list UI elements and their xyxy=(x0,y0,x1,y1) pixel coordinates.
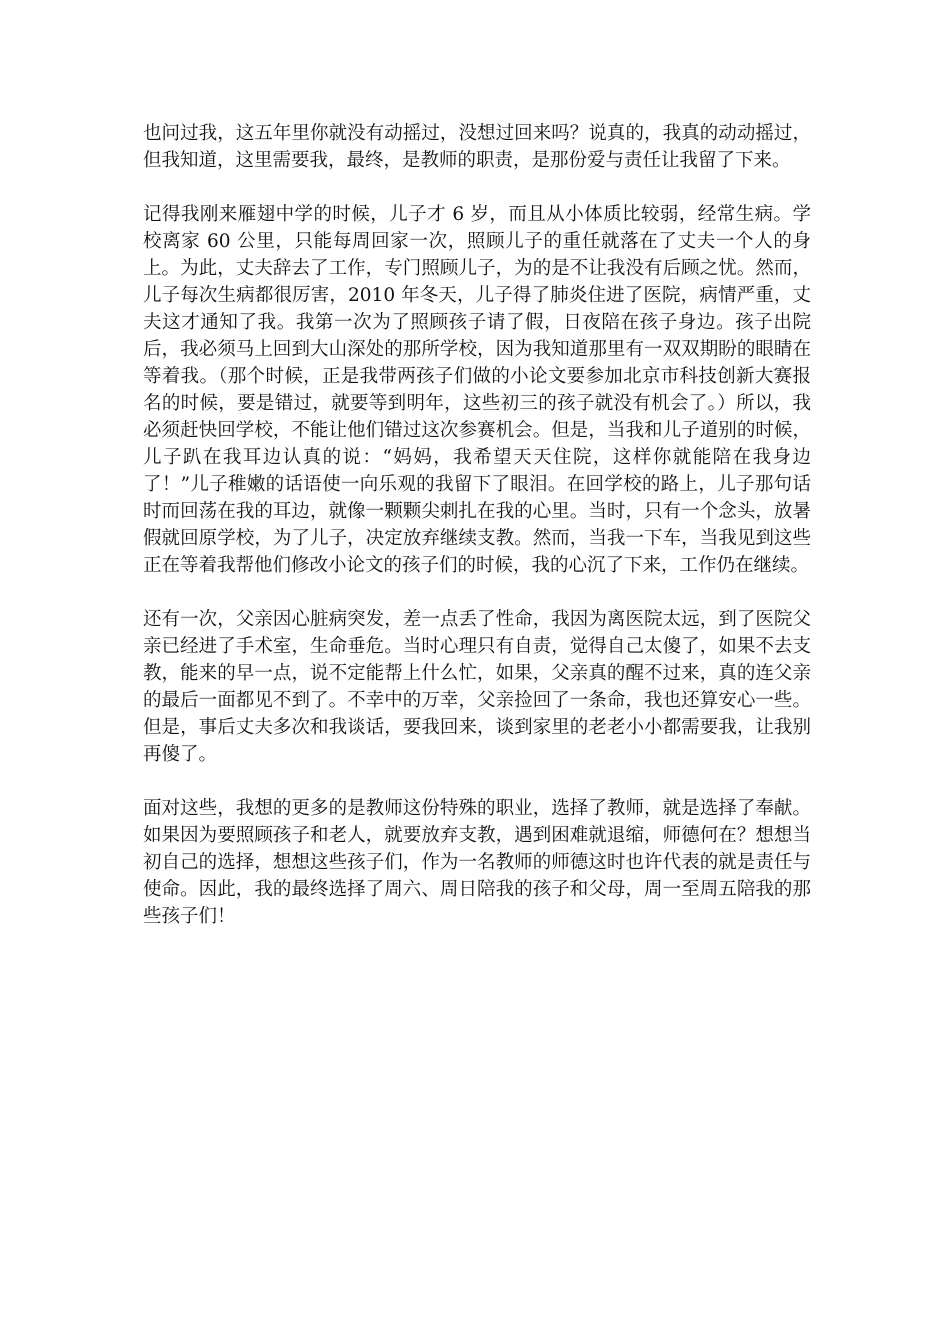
paragraph-3: 还有一次，父亲因心脏病突发，差一点丢了性命，我因为离医院太远，到了医院父亲已经进了手术室，生命垂危。当时心理只有自责，觉得自己太傻了，如果不去支教，能来的早一点，说不定能帮上什么忙，如果，父亲真的醒不过来，真的连父亲的最后一面都见不到了。不幸中的万幸，父亲捡回了一条命，我也还算安心一些。但是，事后丈夫多次和我谈话，要我回来，谈到家里的老老小小都需要我，让我别再傻了。 xyxy=(143,609,811,765)
paragraph-2: 记得我刚来雁翅中学的时候，儿子才 6 岁，而且从小体质比较弱，经常生病。学校离家 60 公里，只能每周回家一次，照顾儿子的重任就落在了丈夫一个人的身上。为此，丈夫辞去了工作，专门照顾儿子，为的是不让我没有后顾之忧。然而，儿子每次生病都很厉害，2010 年冬天，儿子得了肺炎住进了医院，病情严重，丈夫这才通知了我。我第一次为了照顾孩子请了假，日夜陪在孩子身边。孩子出院后，我必须马上回到大山深处的那所学校，因为我知道那里有一双双期盼的眼睛在等着我。（那个时候，正是我带两孩子们做的小论文要参加北京市科技创新大赛报名的时候，要是错过，就要等到明年，这些初三的孩子就没有机会了。）所以，我必须赶快回学校，不能让他们错过这次参赛机会。但是，当我和儿子道别的时候，儿子趴在我耳边认真的说：“妈妈，我希望天天住院，这样你就能陪在我身边了！”儿子稚嫩的话语使一向乐观的我留下了眼泪。在回学校的路上，儿子那句话时而回荡在我的耳边，就像一颗颗尖刺扎在我的心里。当时，只有一个念头，放暑假就回原学校，为了儿子，决定放弃继续支教。然而，当我一下车，当我见到这些正在等着我帮他们修改小论文的孩子们的时候，我的心沉了下来，工作仍在继续。 xyxy=(143,204,811,576)
paragraph-1: 也问过我，这五年里你就没有动摇过，没想过回来吗？说真的，我真的动动摇过，但我知道，这里需要我，最终，是教师的职责，是那份爱与责任让我留了下来。 xyxy=(143,123,811,171)
paragraph-4: 面对这些，我想的更多的是教师这份特殊的职业，选择了教师，就是选择了奉献。如果因为要照顾孩子和老人，就要放弃支教，遇到困难就退缩，师德何在？想想当初自己的选择，想想这些孩子们，作为一名教师的师德这时也许代表的就是责任与使命。因此，我的最终选择了周六、周日陪我的孩子和父母，周一至周五陪我的那些孩子们！ xyxy=(143,798,811,927)
document-body xyxy=(143,120,811,957)
